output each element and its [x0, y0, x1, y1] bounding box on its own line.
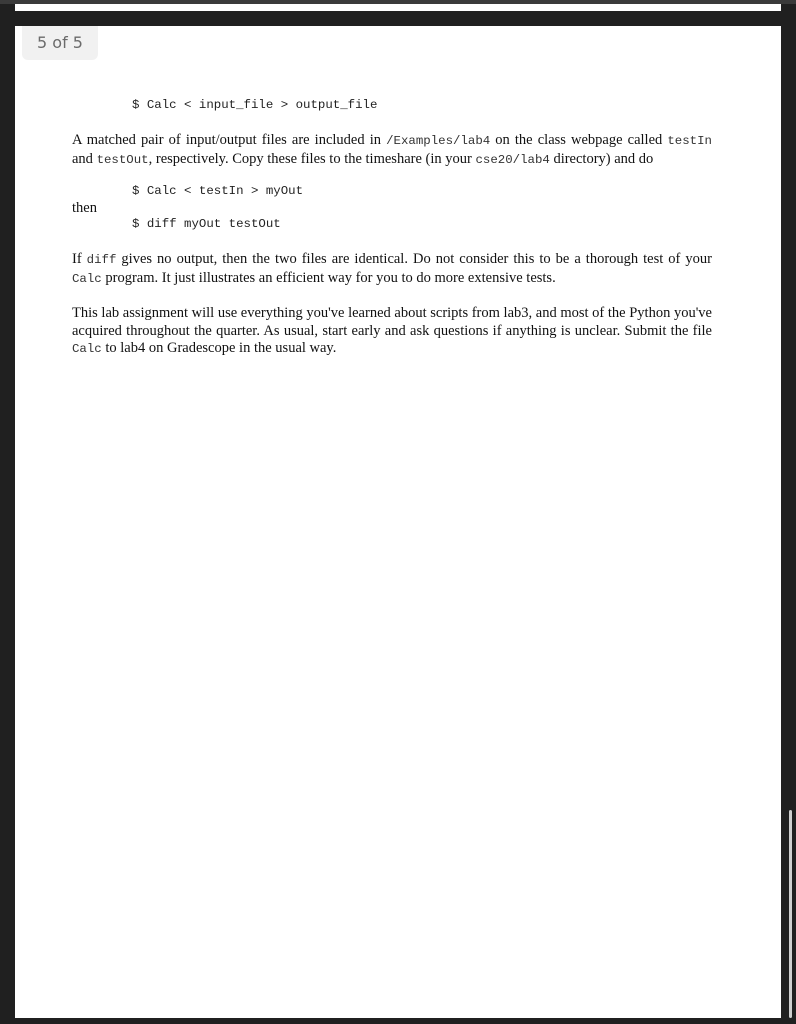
code-testin: testIn — [667, 134, 712, 148]
code-calc: Calc — [72, 271, 102, 286]
text: A matched pair of input/output files are included in — [72, 132, 387, 148]
code-examples-path: /Examples/lab4 — [386, 134, 491, 148]
code-testout: testOut — [96, 152, 149, 167]
command-line-3: $ diff myOut testOut — [132, 217, 281, 231]
paragraph-matched-files — [72, 132, 712, 169]
text: to lab4 on Gradescope in the usual way. — [101, 340, 337, 357]
code-calc-file: Calc — [72, 342, 102, 357]
text: on the class webpage called — [490, 132, 668, 148]
vertical-scrollbar[interactable] — [789, 810, 792, 1018]
code-dir-path: cse20/lab4 — [475, 152, 550, 167]
text: directory) and do — [549, 150, 654, 167]
paragraph-assignment — [72, 305, 712, 359]
code-diff: diff — [86, 253, 117, 267]
text: gives no output, then the two files are identical. Do not consider this to be a thorough test of your — [116, 251, 712, 267]
page-indicator: 5 of 5 — [22, 26, 98, 60]
pdf-page — [15, 26, 781, 1018]
command-line-2: $ Calc < testIn > myOut — [132, 184, 304, 198]
then-label: then — [72, 200, 97, 216]
text: and — [72, 150, 97, 167]
command-line-1: $ Calc < input_file > output_file — [132, 98, 378, 112]
text: , respectively. Copy these files to the timeshare (in your — [148, 150, 476, 167]
text: If — [72, 251, 87, 267]
previous-page-edge — [15, 4, 781, 11]
text: This lab assignment will use everything you've learned about scripts from lab3, and most of the Python you've acquired throughout the quarter. As usual, start early and ask questions if anything is unclear. Submit the file — [72, 305, 712, 339]
text: program. It just illustrates an efficient way for you to do more extensive tests. — [101, 269, 556, 286]
paragraph-diff — [72, 251, 712, 288]
